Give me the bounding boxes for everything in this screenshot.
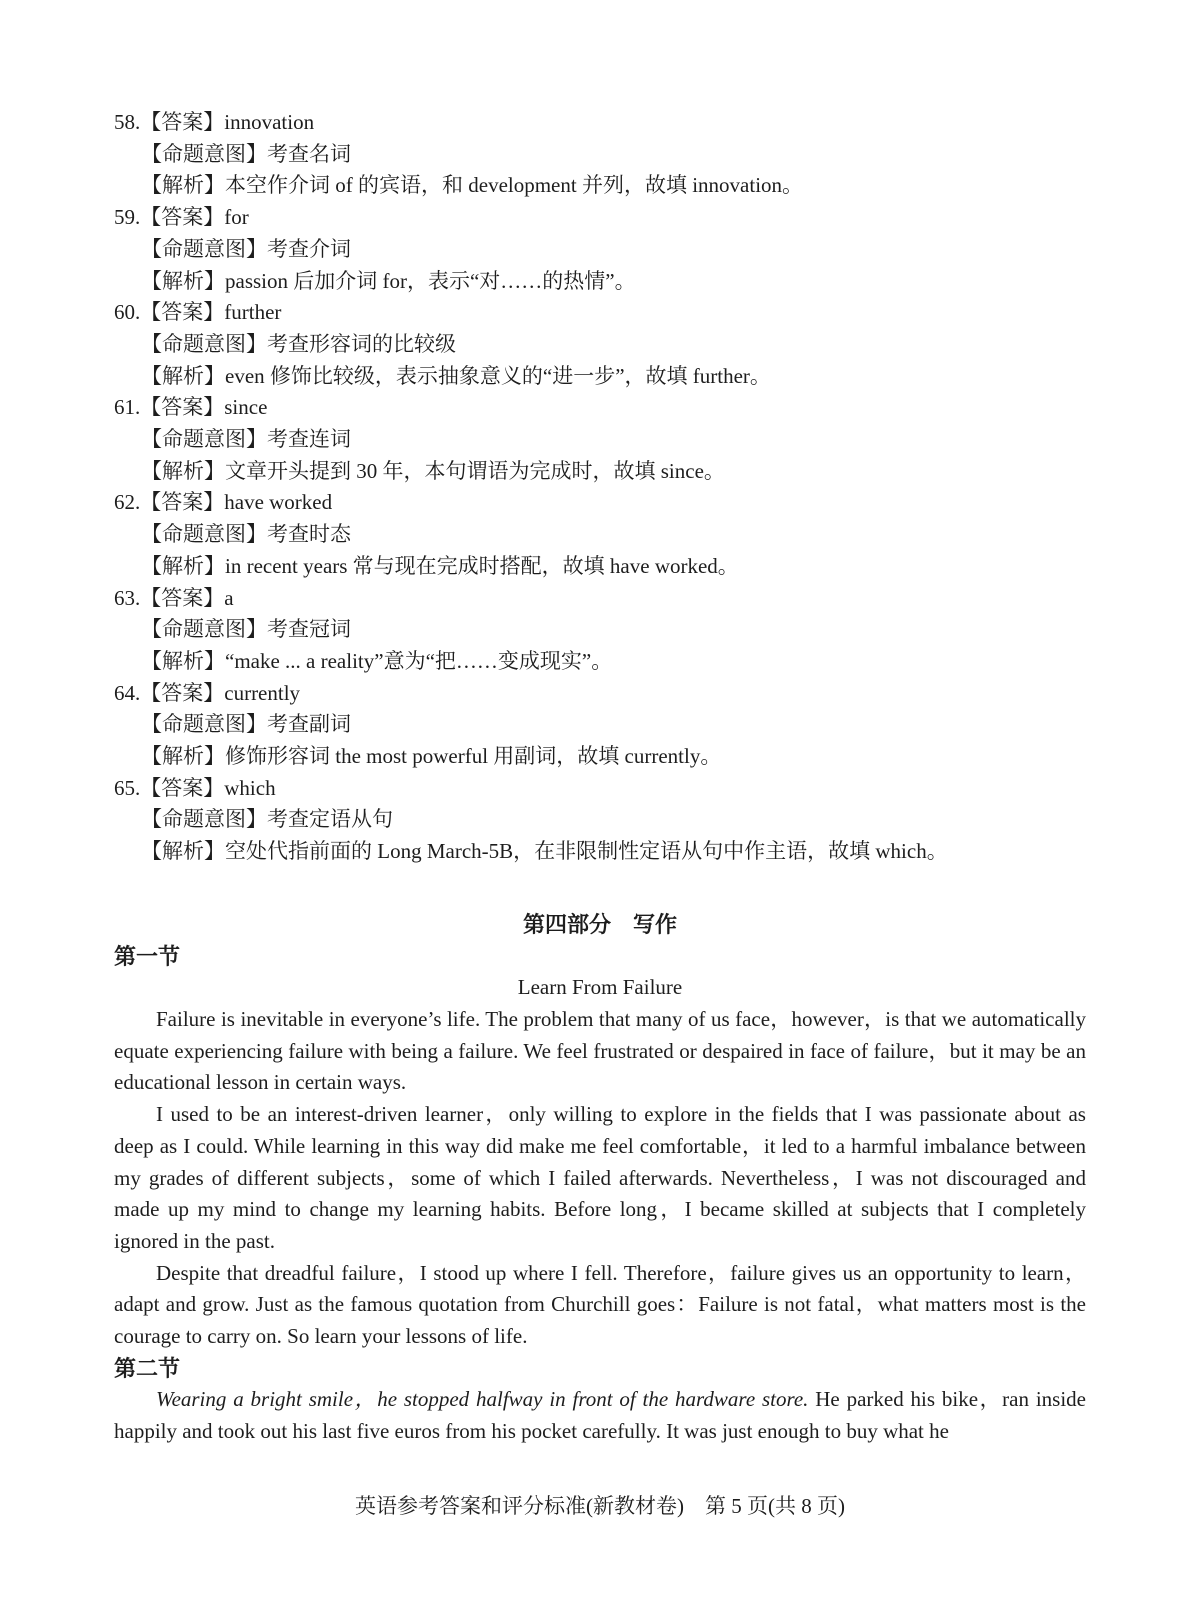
intent-line bbox=[114, 424, 1086, 456]
answer-label: 【答案】 bbox=[140, 205, 225, 230]
section2-paragraph bbox=[114, 1384, 1086, 1447]
question-number: 59. bbox=[114, 205, 141, 230]
answer-line bbox=[114, 107, 1086, 139]
analysis-line bbox=[114, 646, 1086, 678]
answer-line bbox=[114, 487, 1086, 519]
analysis-label: 【解析】 bbox=[141, 458, 225, 483]
answer-label: 【答案】 bbox=[140, 585, 225, 610]
intent-line bbox=[114, 709, 1086, 741]
analysis-label: 【解析】 bbox=[141, 553, 225, 578]
analysis-value: 空处代指前面的 Long March-5B，在非限制性定语从句中作主语，故填 which。 bbox=[225, 839, 948, 864]
question-number: 64. bbox=[114, 680, 141, 705]
answer-line bbox=[114, 392, 1086, 424]
part4-heading: 第四部分 写作 bbox=[522, 911, 677, 937]
answer-value: which bbox=[224, 775, 276, 800]
question-number: 61. bbox=[114, 395, 141, 420]
answer-label: 【答案】 bbox=[140, 110, 225, 134]
essay-title: Learn From Failure bbox=[517, 975, 683, 1000]
question-number: 62. bbox=[114, 490, 141, 515]
analysis-label: 【解析】 bbox=[141, 173, 225, 198]
intent-line bbox=[114, 139, 1086, 171]
analysis-label: 【解析】 bbox=[141, 744, 225, 769]
answer-block-63 bbox=[114, 583, 1086, 678]
question-number: 60. bbox=[114, 300, 141, 325]
answer-label: 【答案】 bbox=[140, 680, 225, 705]
analysis-value: 本空作介词 of 的宾语，和 development 并列，故填 innovation。 bbox=[225, 173, 804, 198]
question-number: 58. bbox=[114, 110, 141, 134]
answer-line bbox=[114, 297, 1086, 329]
answer-value: since bbox=[224, 395, 268, 420]
essay-paragraph-2: I used to be an interest-driven learner，only willing to explore in the fields that I was passionate about as deep as I could. While learning in this way did make me feel comfortable，it led to a harmful imbalance between my grades of different subjects，some of which I failed afterwards. Nevertheless，I was not discouraged and made up my mind to change my learning habits. Before long，I became skilled at subjects that I completely ignored in the past. bbox=[114, 1102, 1086, 1253]
analysis-line bbox=[114, 741, 1086, 773]
answer-line bbox=[114, 678, 1086, 710]
analysis-value: passion 后加介词 for，表示“对……的热情”。 bbox=[225, 268, 636, 293]
answer-block-62 bbox=[114, 487, 1086, 582]
analysis-line bbox=[114, 456, 1086, 488]
analysis-line bbox=[114, 836, 1086, 868]
document-page bbox=[114, 107, 1086, 1448]
section2-heading: 第二节 bbox=[114, 1355, 181, 1381]
answer-block-65 bbox=[114, 773, 1086, 868]
answer-label: 【答案】 bbox=[140, 300, 225, 325]
intent-value: 考查连词 bbox=[267, 427, 351, 452]
intent-value: 考查名词 bbox=[267, 141, 351, 166]
section1-heading: 第一节 bbox=[114, 943, 181, 969]
intent-line bbox=[114, 234, 1086, 266]
analysis-line bbox=[114, 170, 1086, 202]
intent-label: 【命题意图】 bbox=[141, 141, 267, 166]
answer-block-59 bbox=[114, 202, 1086, 297]
analysis-value: 修饰形容词 the most powerful 用副词，故填 currently。 bbox=[225, 744, 722, 769]
analysis-label: 【解析】 bbox=[141, 648, 225, 673]
intent-label: 【命题意图】 bbox=[141, 427, 267, 452]
answer-value: a bbox=[224, 585, 234, 610]
answer-value: for bbox=[224, 205, 249, 230]
story-continuation: He parked his bike，ran inside happily and took out his last five euros from his pocket carefully. It was just enough to buy what he bbox=[114, 1387, 1086, 1444]
question-number: 63. bbox=[114, 585, 141, 610]
answer-block-58 bbox=[114, 107, 1086, 202]
answer-line bbox=[114, 583, 1086, 615]
intent-value: 考查时态 bbox=[267, 522, 351, 547]
analysis-line bbox=[114, 266, 1086, 298]
intent-line bbox=[114, 804, 1086, 836]
page-footer: 英语参考答案和评分标准(新教材卷) 第 5 页(共 8 页) bbox=[355, 1494, 845, 1518]
answer-label: 【答案】 bbox=[140, 490, 225, 515]
intent-label: 【命题意图】 bbox=[141, 617, 267, 642]
answer-block-60 bbox=[114, 297, 1086, 392]
analysis-label: 【解析】 bbox=[141, 268, 225, 293]
analysis-label: 【解析】 bbox=[141, 839, 225, 864]
answer-value: further bbox=[224, 300, 282, 325]
answer-value: currently bbox=[224, 680, 301, 705]
intent-label: 【命题意图】 bbox=[141, 712, 267, 737]
answer-value: innovation bbox=[224, 110, 315, 134]
intent-line bbox=[114, 329, 1086, 361]
analysis-value: even 修饰比较级，表示抽象意义的“进一步”，故填 further。 bbox=[225, 363, 771, 388]
analysis-value: in recent years 常与现在完成时搭配，故填 have worked。 bbox=[225, 553, 739, 578]
analysis-label: 【解析】 bbox=[141, 363, 225, 388]
intent-line bbox=[114, 614, 1086, 646]
analysis-value: “make ... a reality”意为“把……变成现实”。 bbox=[225, 648, 613, 673]
essay-paragraph-1: Failure is inevitable in everyone’s life. The problem that many of us face，however，is that we automatically equate experiencing failure with being a failure. We feel frustrated or despaired in face of failure，but it may be an educational lesson in certain ways. bbox=[114, 1006, 1086, 1095]
analysis-line bbox=[114, 361, 1086, 393]
intent-value: 考查定语从句 bbox=[267, 807, 393, 832]
intent-label: 【命题意图】 bbox=[141, 807, 267, 832]
intent-value: 考查形容词的比较级 bbox=[267, 331, 456, 356]
intent-value: 考查介词 bbox=[267, 236, 351, 261]
answer-line bbox=[114, 202, 1086, 234]
intent-value: 考查冠词 bbox=[267, 617, 351, 642]
answer-label: 【答案】 bbox=[140, 395, 225, 420]
analysis-line bbox=[114, 551, 1086, 583]
answer-value: have worked bbox=[224, 490, 333, 515]
story-lead-italic: Wearing a bright smile，he stopped halfway in front of the hardware store. bbox=[156, 1387, 809, 1412]
intent-label: 【命题意图】 bbox=[141, 522, 267, 547]
intent-label: 【命题意图】 bbox=[141, 236, 267, 261]
question-number: 65. bbox=[114, 775, 141, 800]
answer-block-64 bbox=[114, 678, 1086, 773]
answer-label: 【答案】 bbox=[140, 775, 225, 800]
answer-line bbox=[114, 773, 1086, 805]
answer-block-61 bbox=[114, 392, 1086, 487]
intent-label: 【命题意图】 bbox=[141, 331, 267, 356]
analysis-value: 文章开头提到 30 年，本句谓语为完成时，故填 since。 bbox=[225, 458, 725, 483]
intent-line bbox=[114, 519, 1086, 551]
essay-paragraph-3: Despite that dreadful failure，I stood up where I fell. Therefore，failure gives us an opportunity to learn，adapt and grow. Just as the famous quotation from Churchill goes：Failure is not fatal，what matters most is the courage to carry on. So learn your lessons of life. bbox=[114, 1260, 1086, 1349]
intent-value: 考查副词 bbox=[267, 712, 351, 737]
